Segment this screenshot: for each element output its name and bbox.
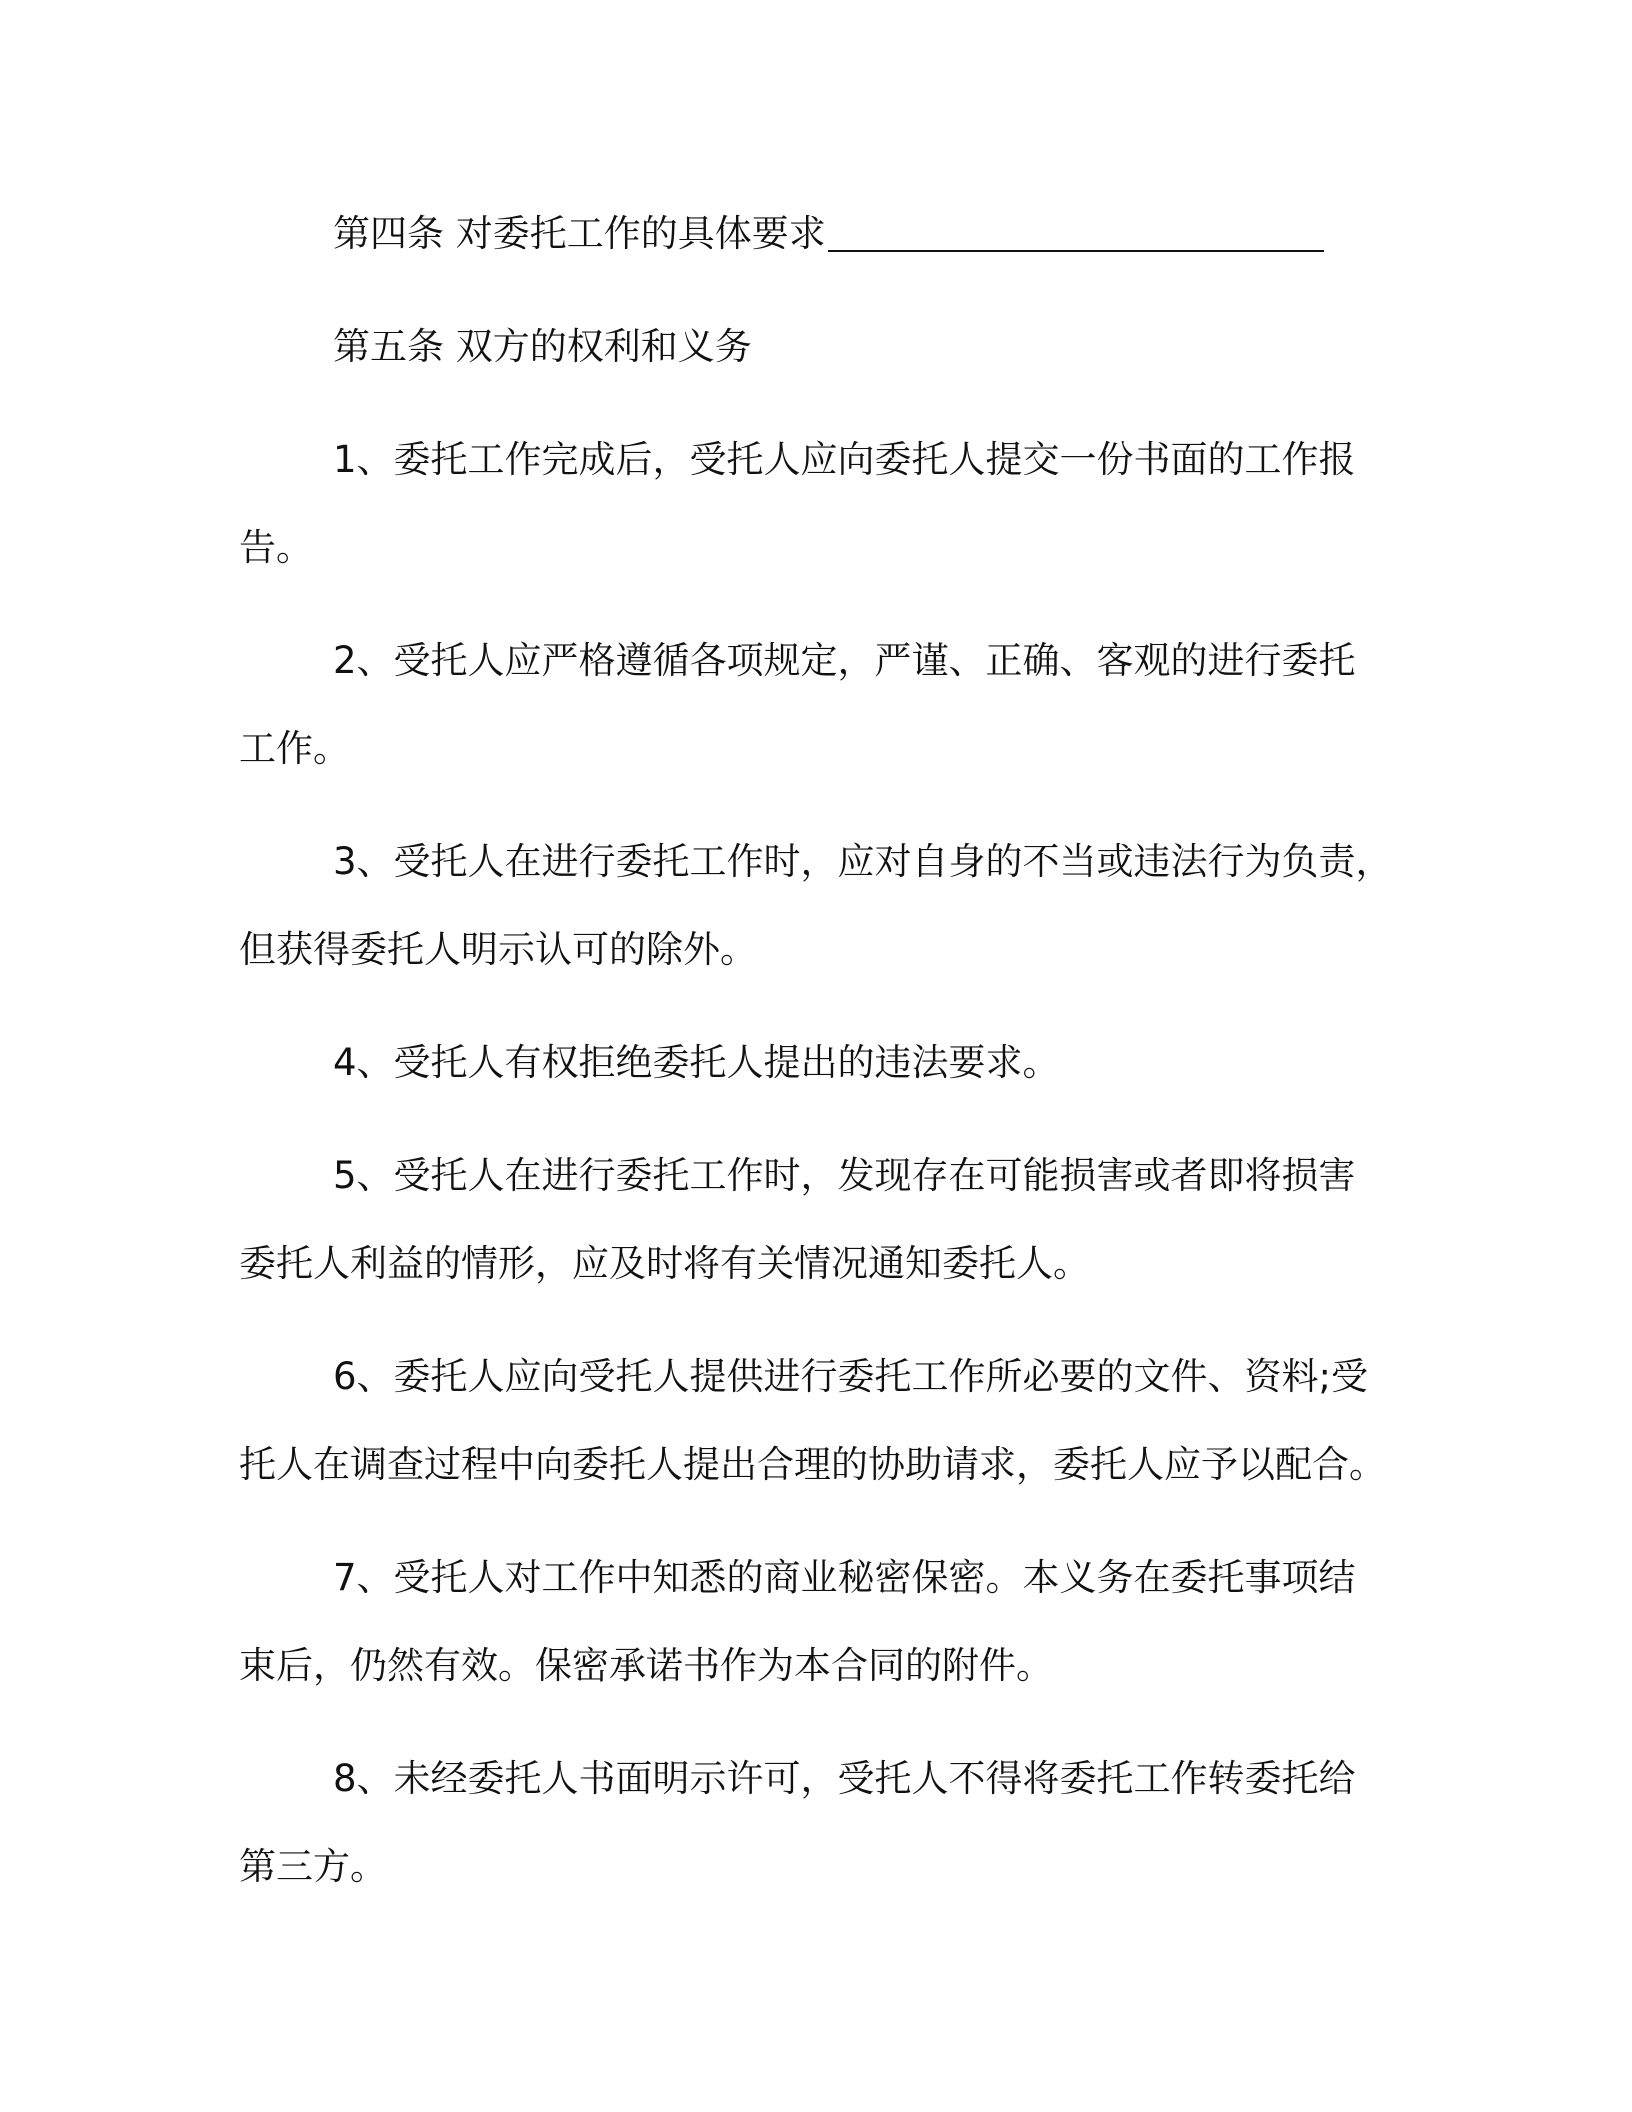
clause-line: 工作。 (239, 727, 350, 770)
clause-2 (239, 617, 1377, 793)
article-5-text: 第五条 双方的权利和义务 (333, 325, 752, 368)
clause-line: 5、受托人在进行委托工作时，发现存在可能损害或者即将损害 (333, 1154, 1356, 1197)
clause-line: 第三方。 (239, 1845, 387, 1888)
clause-line: 3、受托人在进行委托工作时，应对自身的不当或违法行为负责， (333, 840, 1393, 883)
clause-8 (239, 1735, 1377, 1911)
clause-line: 但获得委托人明示认可的除外。 (239, 928, 757, 971)
clause-line: 束后，仍然有效。保密承诺书作为本合同的附件。 (239, 1644, 1053, 1687)
clause-4 (239, 1019, 1377, 1107)
clause-5 (239, 1132, 1377, 1308)
clause-line: 托人在调查过程中向委托人提出合理的协助请求，委托人应予以配合。 (239, 1443, 1386, 1486)
clause-line: 委托人利益的情形，应及时将有关情况通知委托人。 (239, 1242, 1090, 1285)
clause-line: 6、委托人应向受托人提供进行委托工作所必要的文件、资料;受 (333, 1355, 1369, 1398)
article-4-heading (239, 190, 1377, 278)
clause-line: 告。 (239, 526, 313, 569)
article-4-text: 第四条 对委托工作的具体要求 (333, 212, 826, 255)
clause-7 (239, 1534, 1377, 1710)
clause-line: 7、受托人对工作中知悉的商业秘密保密。本义务在委托事项结 (333, 1556, 1356, 1599)
fill-in-blank-line (828, 246, 1324, 252)
article-5-heading (239, 303, 1377, 391)
clause-line: 8、未经委托人书面明示许可，受托人不得将委托工作转委托给 (333, 1757, 1356, 1800)
clause-line: 1、委托工作完成后，受托人应向委托人提交一份书面的工作报 (333, 438, 1356, 481)
clause-line: 4、受托人有权拒绝委托人提出的违法要求。 (333, 1041, 1060, 1084)
clause-1 (239, 416, 1377, 592)
clause-6 (239, 1333, 1386, 1509)
clause-line: 2、受托人应严格遵循各项规定，严谨、正确、客观的进行委托 (333, 639, 1356, 682)
document-body (239, 190, 1393, 1936)
clause-3 (239, 818, 1393, 994)
